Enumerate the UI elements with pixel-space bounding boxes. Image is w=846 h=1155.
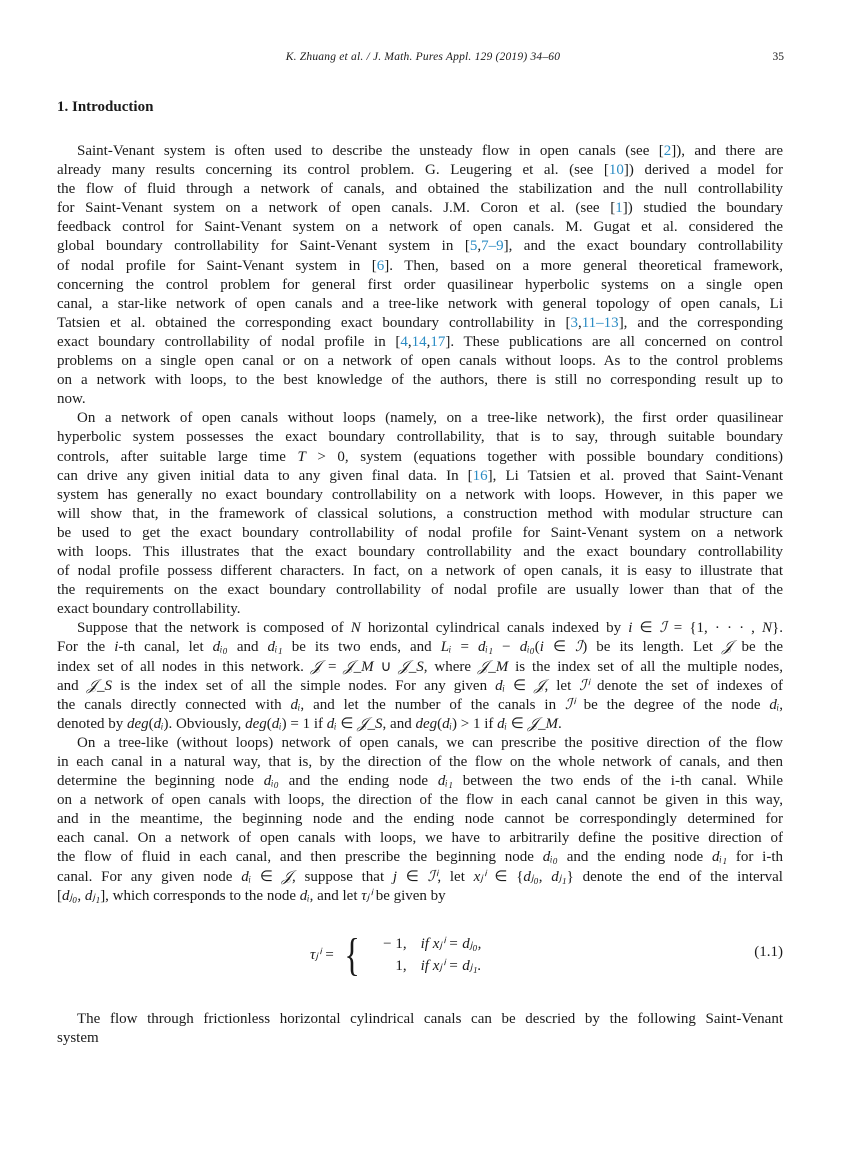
math-symbol: N: [350, 620, 361, 637]
math-symbol: deg: [126, 715, 149, 732]
citation-link[interactable]: 2: [663, 143, 672, 159]
math-symbol: 𝒥_S: [357, 715, 383, 732]
math-symbol: i: [539, 639, 544, 656]
equation-lhs: τⱼⁱ =: [310, 947, 335, 964]
math-symbol: dᵢ₀: [212, 639, 228, 656]
equation-case: [371, 955, 482, 977]
case-condition: if xⱼⁱ = dⱼ₁.: [420, 957, 482, 974]
text-line: concerning the control problem for general first order quasilinear hyperbolic systems on a single open: [57, 276, 783, 293]
math-symbol: 𝒥: [310, 658, 322, 675]
text-line: For the i-th canal, let dᵢ₀ and dᵢ₁ be its two ends, and Lᵢ = dᵢ₁ − dᵢ₀(i ∈ ℐ) be its length. Let 𝒥 be the: [57, 639, 783, 656]
citation-link[interactable]: 16: [472, 467, 488, 484]
math-symbol: dᵢ₁: [478, 639, 494, 656]
math-symbol: dᵢ: [299, 887, 310, 904]
citation-link[interactable]: 7–9: [481, 238, 504, 255]
text-line: on a network of open canals with loops, the direction of the flow in each canal cannot be given in this way,: [57, 792, 783, 809]
text-line: and in the meantime, the beginning node and the ending node cannot be correspondingly determined for: [57, 811, 783, 828]
math-symbol: xⱼⁱ: [473, 868, 486, 885]
section-heading: 1. Introduction: [57, 99, 154, 115]
text-line: [dⱼ₀, dⱼ₁], which corresponds to the node dᵢ, and let τⱼⁱ be given by: [57, 887, 446, 904]
math-symbol: i: [628, 620, 633, 637]
text-line: determine the beginning node dᵢ₀ and the ending node dᵢ₁ between the two ends of the i-th canal. While: [57, 773, 783, 790]
text-line: system has generally no exact boundary controllability on a network with loops. However, in this paper we: [57, 486, 783, 503]
citation-link[interactable]: 14: [411, 333, 427, 350]
math-symbol: dᵢ₀: [263, 773, 279, 790]
text-line: with loops. This illustrates that the exact boundary controllability and the exact boundary controllability: [57, 543, 783, 560]
math-symbol: 𝒥_M: [477, 658, 509, 675]
math-symbol: dᵢ₁: [711, 849, 728, 866]
math-symbol: T: [297, 448, 306, 465]
citation-link[interactable]: 5: [469, 238, 478, 255]
math-symbol: dᵢ: [442, 715, 453, 732]
text-line: Saint-Venant system is often used to describe the unsteady flow in open canals (see [2]), and there are: [77, 143, 783, 159]
text-line: index set of all nodes in this network. 𝒥 = 𝒥_M ∪ 𝒥_S, where 𝒥_M is the index set of all the multiple nodes,: [57, 658, 783, 675]
math-symbol: ℐ: [659, 620, 667, 637]
text-line: denoted by deg(dᵢ). Obviously, deg(dᵢ) = 1 if dᵢ ∈ 𝒥_S, and deg(dᵢ) > 1 if dᵢ ∈ 𝒥_M.: [57, 715, 562, 732]
text-line: system: [57, 1029, 99, 1046]
math-symbol: 𝒥_S: [86, 677, 113, 694]
case-condition: if xⱼⁱ = dⱼ₀,: [420, 935, 482, 952]
math-symbol: 𝒥: [281, 868, 293, 885]
text-line: On a network of open canals without loops (namely, on a tree-like network), the first order quasilinear: [77, 410, 783, 427]
math-symbol: ℐⁱ: [579, 677, 590, 694]
article-body: [57, 142, 783, 1048]
paragraphs: [57, 142, 783, 906]
citation-link[interactable]: 11–13: [581, 314, 619, 331]
math-symbol: dᵢ: [497, 715, 508, 732]
math-symbol: dᵢ: [495, 677, 505, 694]
math-symbol: dᵢ₁: [267, 639, 283, 656]
text-line: on a network with loops, to the best knowledge of the authors, there is still no corresponding result up to: [57, 372, 783, 389]
math-symbol: dᵢ: [290, 696, 301, 713]
math-symbol: i: [114, 639, 119, 656]
math-symbol: 𝒥_M: [343, 658, 374, 675]
text-line: can drive any given initial data to any given final data. In [16], Li Tatsien et al. proved that Saint-Venant: [57, 467, 783, 484]
text-line: hyperbolic system possesses the exact boundary controllability, that is to say, through suitable boundary: [57, 429, 783, 446]
math-symbol: dᵢ: [271, 715, 282, 732]
text-line: The flow through frictionless horizontal cylindrical canals can be descried by the following Saint-Venant: [77, 1010, 783, 1027]
math-symbol: deg: [245, 715, 267, 732]
citation-link[interactable]: 1: [615, 200, 623, 217]
math-symbol: dᵢ: [241, 868, 252, 885]
math-symbol: 𝒥: [722, 639, 733, 656]
running-head: K. Zhuang et al. / J. Math. Pures Appl. 129 (2019) 34–60: [285, 51, 561, 63]
case-value: − 1,: [383, 935, 407, 952]
math-symbol: dⱼ₁: [551, 868, 567, 885]
math-symbol: dᵢ₀: [519, 639, 535, 656]
text-line: for Saint-Venant system on a network of open canals. J.M. Coron et al. (see [1]) studied the boundary: [57, 200, 783, 217]
math-symbol: ℐ: [575, 639, 583, 656]
text-line: On a tree-like (without loops) network of open canals, we can prescribe the positive direction of the flow: [77, 734, 783, 751]
math-symbol: dᵢ₀: [542, 849, 558, 866]
math-symbol: 𝒥: [534, 677, 545, 694]
text-line: controls, after suitable large time T > 0, system (equations together with possible boundary conditions): [57, 448, 783, 465]
text-line: be used to get the exact boundary controllability of nodal profile for Saint-Venant system on a network: [57, 524, 783, 541]
math-symbol: dᵢ₁: [437, 773, 453, 790]
math-symbol: N: [762, 620, 773, 637]
citation-link[interactable]: 6: [376, 257, 385, 274]
equation-case: [371, 933, 482, 955]
equation-number: (1.1): [754, 943, 783, 960]
text-line: the requirements on the exact boundary controllability of nodal profile are usually lower than that of the: [57, 582, 783, 599]
math-symbol: ℐⁱ: [564, 696, 575, 713]
math-symbol: j: [392, 868, 398, 885]
text-line: problems on a single open canal or on a network of open canals without loops. As to the control problems: [57, 353, 783, 370]
citation-link[interactable]: 17: [430, 333, 446, 350]
math-symbol: 𝒥_S: [398, 658, 424, 675]
citation-link[interactable]: 10: [608, 162, 624, 179]
text-line: will show that, in the framework of classical solutions, a construction method with modular structure can: [57, 505, 783, 522]
text-line: canal, a star-like network of open canals and a tree-like network with general topology of open canals, Li: [57, 295, 783, 312]
text-line: of nodal profile for Saint-Venant system in [6]. Then, based on a more general theoretical framework,: [57, 257, 783, 274]
left-brace: {: [343, 928, 360, 980]
text-line: already many results concerning its control problem. G. Leugering et al. (see [10]) derived a model for: [57, 162, 783, 179]
text-line: canal. For any given node dᵢ ∈ 𝒥, suppose that j ∈ ℐⁱ, let xⱼⁱ ∈ {dⱼ₀, dⱼ₁} denote the end of the interval: [57, 868, 783, 885]
equation-1-1: [57, 920, 783, 992]
text-line: global boundary controllability for Saint-Venant system in [5,7–9], and the exact boundary controllability: [57, 238, 783, 255]
text-line: now.: [57, 391, 86, 408]
equation-content: [310, 928, 482, 980]
citation-link[interactable]: 3: [570, 314, 578, 331]
text-line: each canal. On a network of open canals with loops, we have to arbitrarily define the positive direction of: [57, 830, 783, 847]
text-line: Tatsien et al. obtained the corresponding exact boundary controllability in [3,11–13], and the corresponding: [57, 314, 783, 331]
case-value: 1,: [395, 957, 407, 974]
citation-link[interactable]: 4: [400, 333, 408, 350]
math-symbol: τⱼⁱ: [361, 887, 372, 904]
math-symbol: ℐⁱ: [427, 868, 438, 885]
text-line: of nodal profile possess different characters. In fact, on a network of open canals, it is easy to illustrate that: [57, 563, 783, 580]
text-line: the flow of fluid in each canal, and then prescribe the beginning node dᵢ₀ and the ending node dᵢ₁ for i-th: [57, 849, 783, 866]
text-line: Suppose that the network is composed of N horizontal cylindrical canals indexed by i ∈ ℐ = {1, · · · , N}.: [77, 620, 783, 637]
text-line: feedback control for Saint-Venant system on a network of open canals. M. Gugat et al. considered the: [57, 219, 783, 236]
text-line: the canals directly connected with dᵢ, and let the number of the canals in ℐⁱ be the degree of the node dᵢ,: [57, 696, 783, 713]
math-symbol: dⱼ₀: [523, 868, 539, 885]
math-symbol: Lᵢ: [440, 639, 452, 656]
math-symbol: dᵢ: [326, 715, 337, 732]
math-symbol: deg: [415, 715, 438, 732]
text-line: exact boundary controllability of nodal profile in [4,14,17]. These publications are all concerned on control: [57, 333, 783, 350]
math-symbol: dⱼ₁: [84, 887, 101, 904]
math-symbol: 𝒥_M: [527, 715, 558, 732]
paragraph-after-equation: [57, 1010, 783, 1048]
math-symbol: dᵢ: [769, 696, 780, 713]
text-line: exact boundary controllability.: [57, 601, 241, 618]
text-line: the flow of fluid through a network of canals, and obtained the stabilization and the null controllability: [57, 181, 783, 198]
equation-cases: [371, 933, 482, 977]
text-line: in each canal in a natural way, that is, by the direction of the flow on the whole network of canals, and then: [57, 754, 783, 770]
math-symbol: dᵢ: [153, 715, 164, 732]
math-symbol: dⱼ₀: [62, 887, 78, 904]
page-number: 35: [772, 51, 784, 63]
text-line: and 𝒥_S is the index set of all the simple nodes. For any given dᵢ ∈ 𝒥, let ℐⁱ denote the set of indexes of: [57, 677, 783, 694]
